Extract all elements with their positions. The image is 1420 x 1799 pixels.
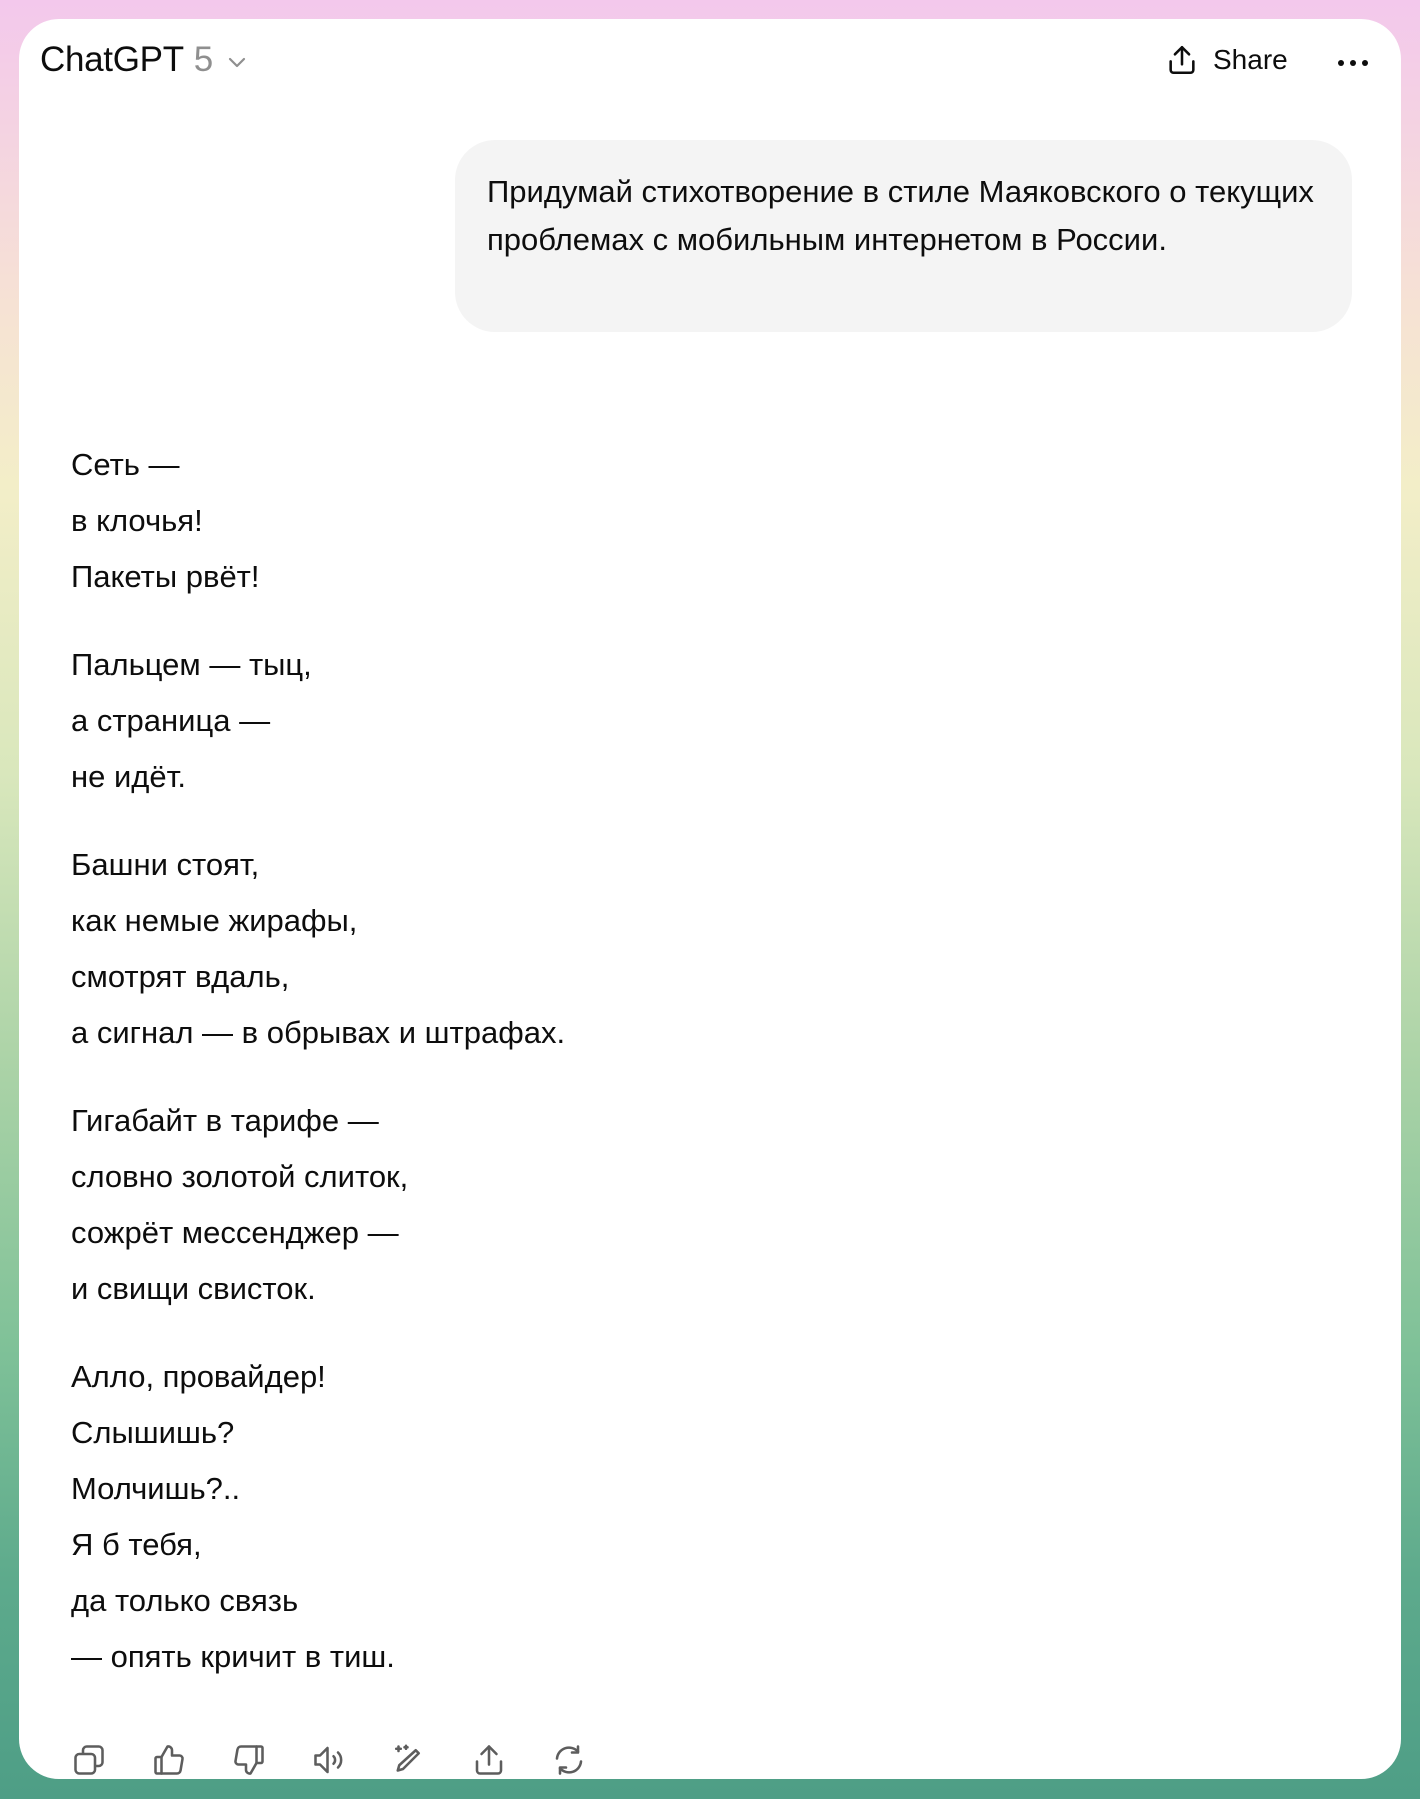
poem-stanza [71,637,971,805]
thumbs-down-icon [231,1742,267,1778]
model-version: 5 [193,40,214,79]
edit-icon [391,1742,427,1778]
message-actions [71,1735,631,1779]
regenerate-icon [551,1742,587,1778]
thumbs-up-icon [151,1742,187,1778]
share-button[interactable] [1165,35,1288,85]
edit-button[interactable] [391,1735,471,1779]
poem-stanza [71,1349,971,1685]
poem-line: Пальцем — тыц, [71,647,312,682]
copy-button[interactable] [71,1735,151,1779]
poem-line: как немые жирафы, [71,903,358,938]
share-label: Share [1213,44,1288,75]
poem-line: и свищи свисток. [71,1271,316,1306]
share-icon [471,1742,507,1778]
poem-line: в клочья! [71,503,203,538]
poem-line: Алло, провайдер! [71,1359,326,1394]
user-message-bubble [455,140,1352,332]
poem-line: Сеть — [71,447,180,482]
assistant-message [71,437,971,1717]
model-selector[interactable] [40,35,249,85]
model-name: ChatGPT [40,40,184,79]
more-horizontal-icon [1337,58,1369,68]
poem-line: Я б тебя, [71,1527,202,1562]
poem-line: а страница — [71,703,271,738]
poem-stanza [71,1093,971,1317]
poem-line: Слышишь? [71,1415,235,1450]
poem-stanza [71,837,971,1061]
poem-line: Гигабайт в тарифе — [71,1103,379,1138]
copy-icon [71,1742,107,1778]
poem-line: словно золотой слиток, [71,1159,409,1194]
poem-line: — опять кричит в тиш. [71,1639,395,1674]
poem-line: смотрят вдаль, [71,959,290,994]
good-response-button[interactable] [151,1735,231,1779]
bad-response-button[interactable] [231,1735,311,1779]
read-aloud-icon [311,1742,347,1778]
more-options-button[interactable] [1333,43,1373,83]
poem-line: Башни стоят, [71,847,260,882]
poem-line: не идёт. [71,759,186,794]
read-aloud-button[interactable] [311,1735,391,1779]
user-message-text: Придумай стихотворение в стиле Маяковского о текущих проблемах с мобильным интернетом в России. [487,174,1314,257]
poem-line: сожрёт мессенджер — [71,1215,399,1250]
poem-line: Пакеты рвёт! [71,559,260,594]
header [19,19,1401,119]
chat-window [19,19,1401,1779]
share-response-button[interactable] [471,1735,551,1779]
poem-line: да только связь [71,1583,299,1618]
poem-stanza [71,437,971,605]
share-icon [1165,43,1199,77]
poem-line: а сигнал — в обрывах и штрафах. [71,1015,566,1050]
chevron-down-icon [225,50,249,74]
regenerate-button[interactable] [551,1735,631,1779]
poem-line: Молчишь?.. [71,1471,241,1506]
